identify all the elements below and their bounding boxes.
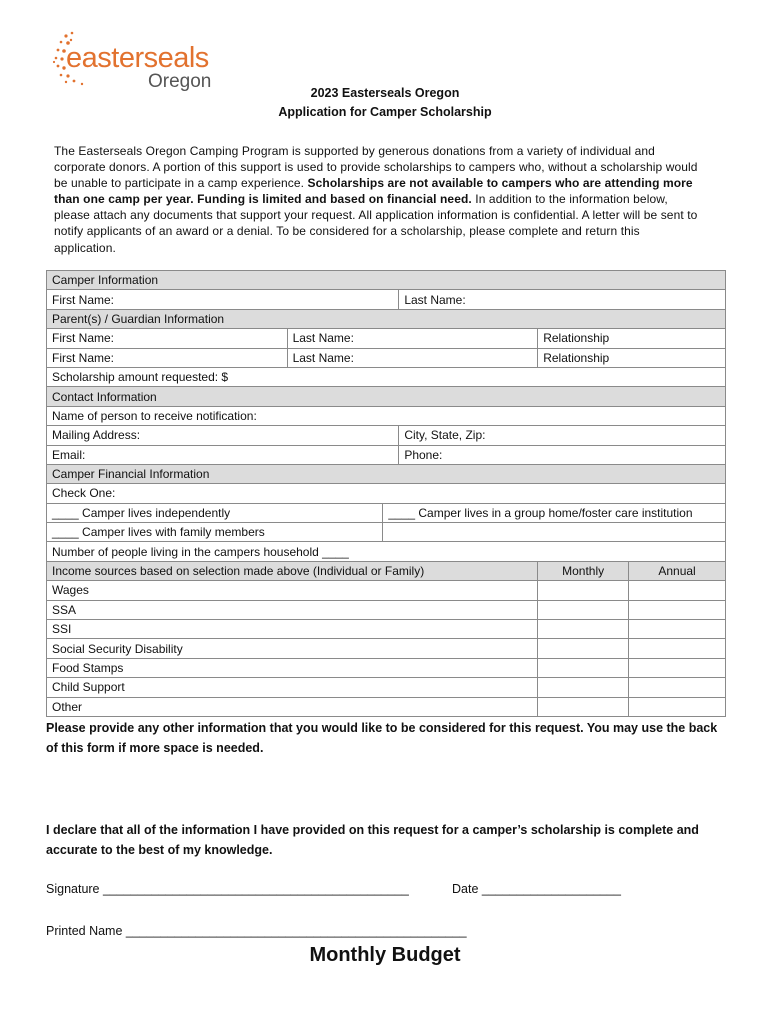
- camper-info-header: Camper Information: [47, 271, 726, 290]
- form-title-year: 2023 Easterseals Oregon: [310, 86, 460, 100]
- logo-wordmark: easterseals: [66, 42, 209, 74]
- income-row-label: Food Stamps: [47, 658, 538, 677]
- additional-info-instructions: Please provide any other information that you would like to be considered for this request. You may use the back of this form if more space is needed.: [46, 721, 718, 755]
- notification-name-field[interactable]: Name of person to receive notification:: [47, 406, 726, 425]
- income-annual-cell[interactable]: [629, 697, 726, 716]
- parent1-first-name-field[interactable]: First Name:: [47, 329, 288, 348]
- income-row-label: SSI: [47, 620, 538, 639]
- monthly-column-header: Monthly: [538, 561, 629, 580]
- income-row-label: Other: [47, 697, 538, 716]
- income-row-label: Child Support: [47, 678, 538, 697]
- signature-line[interactable]: Signature ____________________________________________: [46, 882, 409, 896]
- phone-field[interactable]: Phone:: [399, 445, 726, 464]
- intro-paragraph: [54, 143, 704, 256]
- date-line[interactable]: Date ____________________: [452, 882, 621, 896]
- income-annual-cell[interactable]: [629, 600, 726, 619]
- financial-info-header: Camper Financial Information: [47, 464, 726, 483]
- income-annual-cell[interactable]: [629, 678, 726, 697]
- parent2-relationship-field[interactable]: Relationship: [538, 348, 726, 367]
- parent2-first-name-field[interactable]: First Name:: [47, 348, 288, 367]
- income-monthly-cell[interactable]: [538, 678, 629, 697]
- declaration-statement: I declare that all of the information I have provided on this request for a camper’s scholarship is complete and accurate to the best of my knowledge.: [46, 823, 699, 857]
- annual-column-header: Annual: [629, 561, 726, 580]
- income-monthly-cell[interactable]: [538, 620, 629, 639]
- intro-bold-text: Scholarships are not available to campers who are attending more than one camp per year. Funding is limited and based on financial need.: [54, 176, 693, 207]
- printed-name-line[interactable]: Printed Name _________________________________________________: [46, 924, 467, 938]
- income-monthly-cell[interactable]: [538, 639, 629, 658]
- option-group-home[interactable]: ____ Camper lives in a group home/foster care institution: [383, 503, 726, 522]
- mailing-address-field[interactable]: Mailing Address:: [47, 426, 399, 445]
- income-row-label: Social Security Disability: [47, 639, 538, 658]
- income-annual-cell[interactable]: [629, 639, 726, 658]
- form-title: Application for Camper Scholarship: [278, 105, 492, 119]
- email-field[interactable]: Email:: [47, 445, 399, 464]
- scholarship-amount-field[interactable]: Scholarship amount requested: $: [47, 367, 726, 386]
- parent1-relationship-field[interactable]: Relationship: [538, 329, 726, 348]
- income-row-label: SSA: [47, 600, 538, 619]
- income-sources-header: Income sources based on selection made above (Individual or Family): [47, 561, 538, 580]
- income-annual-cell[interactable]: [629, 620, 726, 639]
- income-annual-cell[interactable]: [629, 581, 726, 600]
- application-form-table: [46, 270, 726, 717]
- check-one-label: Check One:: [47, 484, 726, 503]
- household-count-field[interactable]: Number of people living in the campers household ____: [47, 542, 726, 561]
- intro-text-1: The Easterseals Oregon Camping Program is supported by generous donations from a variety of individual and corporate donors. A portion of this support is used to provide scholarships to campers who, without a scholarship would be unable to participate in a camp experience.: [54, 144, 698, 191]
- intro-text-2: In addition to the information below, please attach any documents that support your request. All application information is confidential. A letter will be sent to notify applicants of an award or a denial. To be considered for a scholarship, please complete and return this application.: [54, 192, 698, 255]
- empty-option-cell: [383, 523, 726, 542]
- monthly-budget-heading: Monthly Budget: [309, 944, 461, 966]
- income-monthly-cell[interactable]: [538, 697, 629, 716]
- parent-info-header: Parent(s) / Guardian Information: [47, 309, 726, 328]
- income-monthly-cell[interactable]: [538, 658, 629, 677]
- city-state-zip-field[interactable]: City, State, Zip:: [399, 426, 726, 445]
- camper-first-name-field[interactable]: First Name:: [47, 290, 399, 309]
- income-monthly-cell[interactable]: [538, 600, 629, 619]
- income-annual-cell[interactable]: [629, 658, 726, 677]
- parent1-last-name-field[interactable]: Last Name:: [287, 329, 538, 348]
- parent2-last-name-field[interactable]: Last Name:: [287, 348, 538, 367]
- logo-subtitle: Oregon: [148, 71, 212, 92]
- option-lives-independently[interactable]: ____ Camper lives independently: [47, 503, 383, 522]
- contact-info-header: Contact Information: [47, 387, 726, 406]
- camper-last-name-field[interactable]: Last Name:: [399, 290, 726, 309]
- income-monthly-cell[interactable]: [538, 581, 629, 600]
- income-row-label: Wages: [47, 581, 538, 600]
- option-family-members[interactable]: ____ Camper lives with family members: [47, 523, 383, 542]
